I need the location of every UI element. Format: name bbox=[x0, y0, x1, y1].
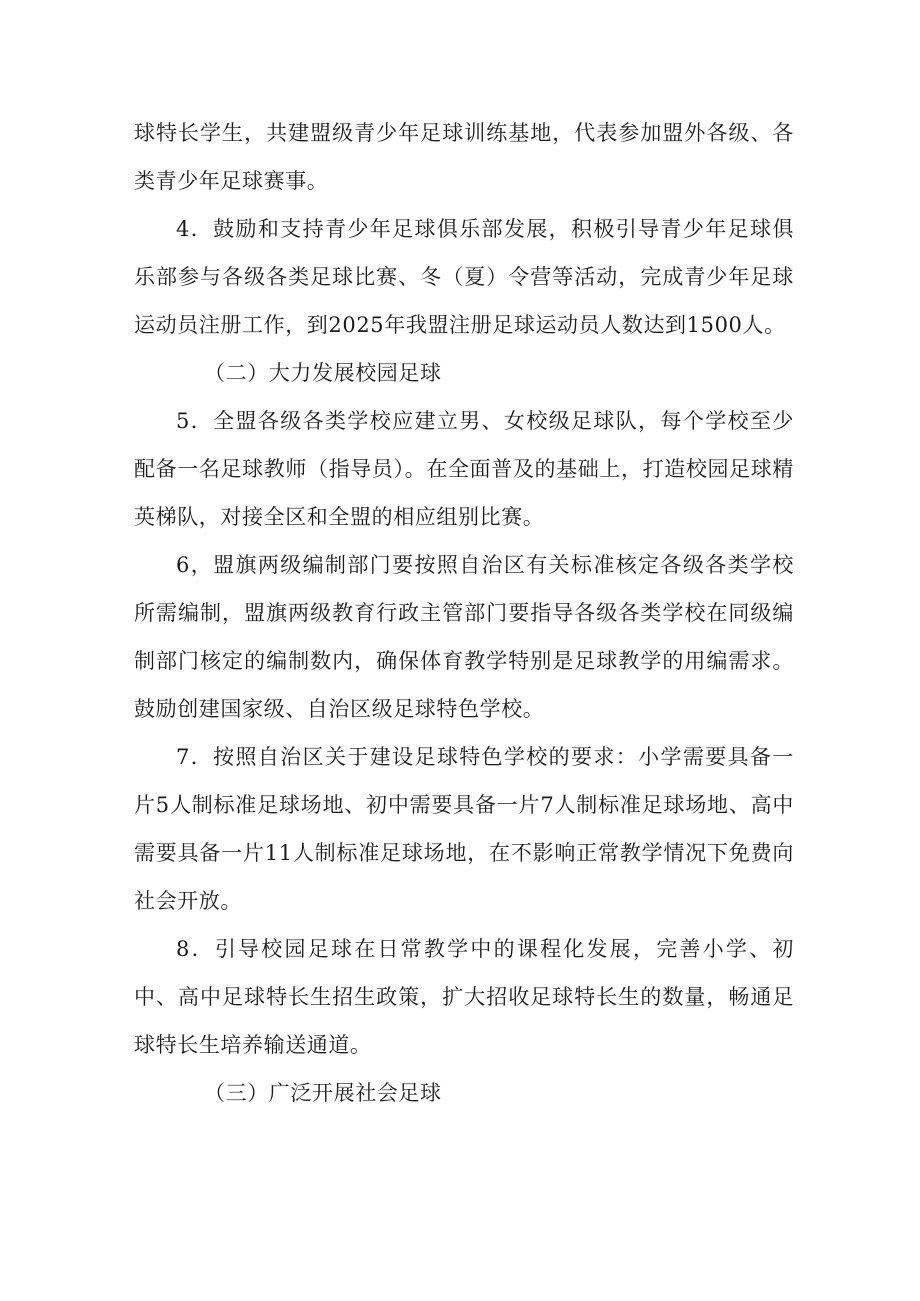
paragraph-item-6: 6，盟旗两级编制部门要按照自治区有关标准核定各级各类学校所需编制，盟旗两级教育行政主管部门要指导各级各类学校在同级编制部门核定的编制数内，确保体育教学特别是足球教学的用编需求。鼓励创建国家级、自治区级足球特色学校。 bbox=[134, 553, 794, 721]
paragraph-continuation: 球特长学生，共建盟级青少年足球训练基地，代表参加盟外各级、各类青少年足球赛事。 bbox=[134, 121, 794, 193]
paragraph-item-4: 4．鼓励和支持青少年足球俱乐部发展，积极引导青少年足球俱乐部参与各级各类足球比赛、冬（夏）令营等活动，完成青少年足球运动员注册工作，到2025年我盟注册足球运动员人数达到1500人。 bbox=[134, 217, 794, 337]
document-body bbox=[134, 109, 794, 1117]
paragraph-item-7: 7．按照自治区关于建设足球特色学校的要求：小学需要具备一片5人制标准足球场地、初中需要具备一片7人制标准足球场地、高中需要具备一片11人制标准足球场地，在不影响正常教学情况下免费向社会开放。 bbox=[134, 745, 794, 913]
section-heading-2: （二）大力发展校园足球 bbox=[204, 361, 442, 385]
paragraph-item-5: 5．全盟各级各类学校应建立男、女校级足球队，每个学校至少配备一名足球教师（指导员）。在全面普及的基础上，打造校园足球精英梯队，对接全区和全盟的相应组别比赛。 bbox=[134, 409, 794, 529]
paragraph-item-8: 8．引导校园足球在日常教学中的课程化发展，完善小学、初中、高中足球特长生招生政策，扩大招收足球特长生的数量，畅通足球特长生培养输送通道。 bbox=[134, 937, 794, 1057]
section-heading-3: （三）广泛开展社会足球 bbox=[204, 1081, 442, 1105]
